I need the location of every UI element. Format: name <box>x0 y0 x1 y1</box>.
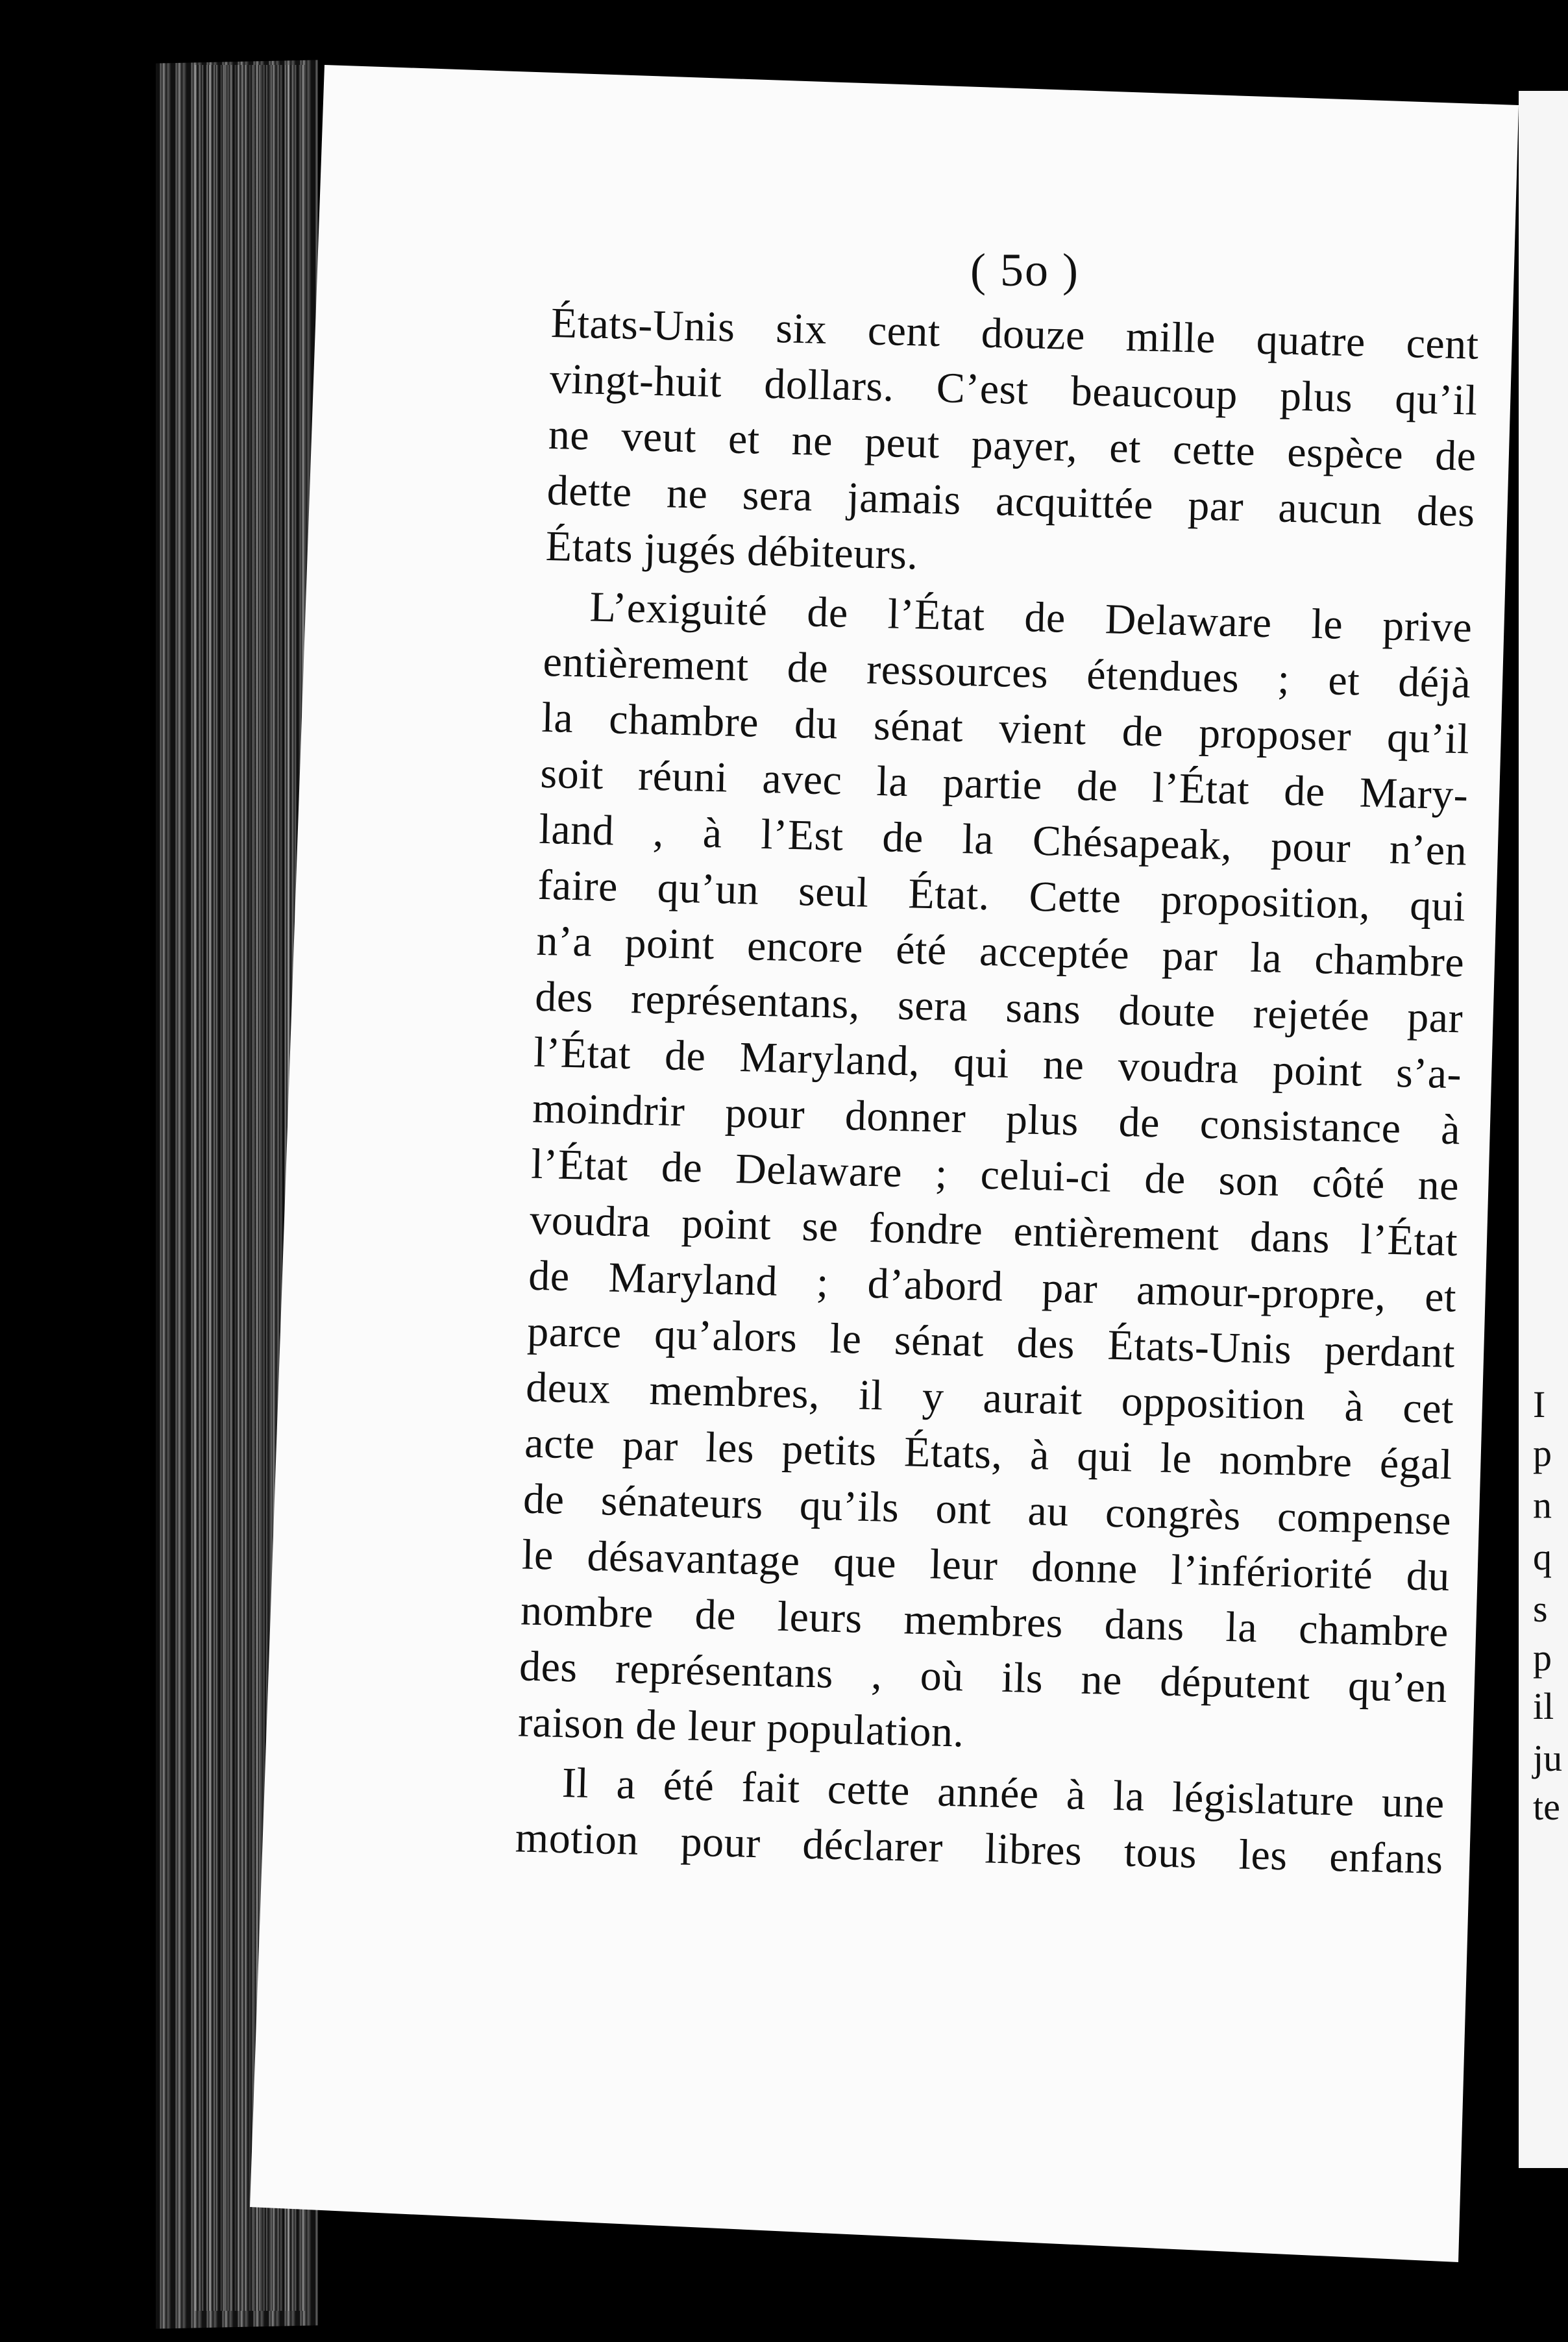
text-line: des représentans, sera sans doute rejetée par <box>534 972 1464 1042</box>
facing-page-fragment: q <box>1533 1536 1552 1578</box>
text-line: dette ne sera jamais acquittée par aucun des <box>546 466 1476 536</box>
text-line: n’a point encore été acceptée par la chambre <box>535 917 1465 987</box>
text-line: voudra point se fondre entièrement dans l’État <box>529 1196 1458 1266</box>
text-line: de sénateurs qu’ils ont au congrès compense <box>522 1475 1452 1545</box>
text-line: acte par les petits États, à qui le nombre égal <box>524 1419 1453 1489</box>
text-line: faire qu’un seul État. Cette proposition, qui <box>537 861 1467 931</box>
text-line: L’exiguité de l’État de Delaware le prive <box>589 583 1473 652</box>
facing-page-fragment: te <box>1533 1786 1560 1828</box>
text-line: nombre de leurs membres dans la chambre <box>520 1586 1449 1657</box>
facing-page-fragment: n <box>1533 1484 1552 1526</box>
text-line: la chambre du sénat vient de proposer qu’il <box>541 693 1471 763</box>
text-line: raison de leur population. <box>517 1698 965 1757</box>
facing-page-fragment: s <box>1533 1588 1548 1630</box>
text-line: soit réuni avec la partie de l’État de Mary- <box>539 749 1469 819</box>
text-line: parce qu’alors le sénat des États-Unis perdant <box>526 1307 1456 1377</box>
facing-page-fragment: I <box>1533 1383 1546 1425</box>
facing-page-fragment: ju <box>1533 1737 1563 1779</box>
text-line: ne veut et ne peut payer, et cette espèce de <box>548 410 1477 480</box>
page-body-text <box>515 295 1480 1888</box>
facing-page-fragment: il <box>1533 1685 1554 1727</box>
text-line: vingt-huit dollars. C’est beaucoup plus qu’il <box>549 354 1478 425</box>
text-line: Il a été fait cette année à la législature une <box>561 1759 1445 1828</box>
text-line: land , à l’Est de la Chésapeak, pour n’en <box>538 805 1468 875</box>
text-line: deux membres, il y aurait opposition à cet <box>525 1363 1454 1433</box>
text-line: l’État de Delaware ; celui-ci de son côté ne <box>530 1140 1460 1210</box>
text-line: États-Unis six cent douze mille quatre cent <box>550 299 1480 369</box>
facing-page <box>1519 91 1568 2168</box>
facing-page-fragment: p <box>1533 1636 1552 1679</box>
text-line: entièrement de ressources étendues ; et déjà <box>542 637 1472 708</box>
text-line: le désavantage que leur donne l’infériorité du <box>521 1531 1451 1601</box>
page-number: ( 5o ) <box>970 244 1079 296</box>
text-line: motion pour déclarer libres tous les enfans <box>515 1814 1444 1884</box>
text-line: de Maryland ; d’abord par amour-propre, et <box>528 1251 1457 1322</box>
text-line: moindrir pour donner plus de consistance à <box>532 1084 1461 1154</box>
text-line: États jugés débiteurs. <box>545 522 919 579</box>
text-line: l’État de Maryland, qui ne voudra point s’a- <box>533 1028 1462 1098</box>
text-line: des représentans , où ils ne députent qu’en <box>519 1642 1448 1712</box>
facing-page-fragment: p <box>1533 1432 1552 1474</box>
